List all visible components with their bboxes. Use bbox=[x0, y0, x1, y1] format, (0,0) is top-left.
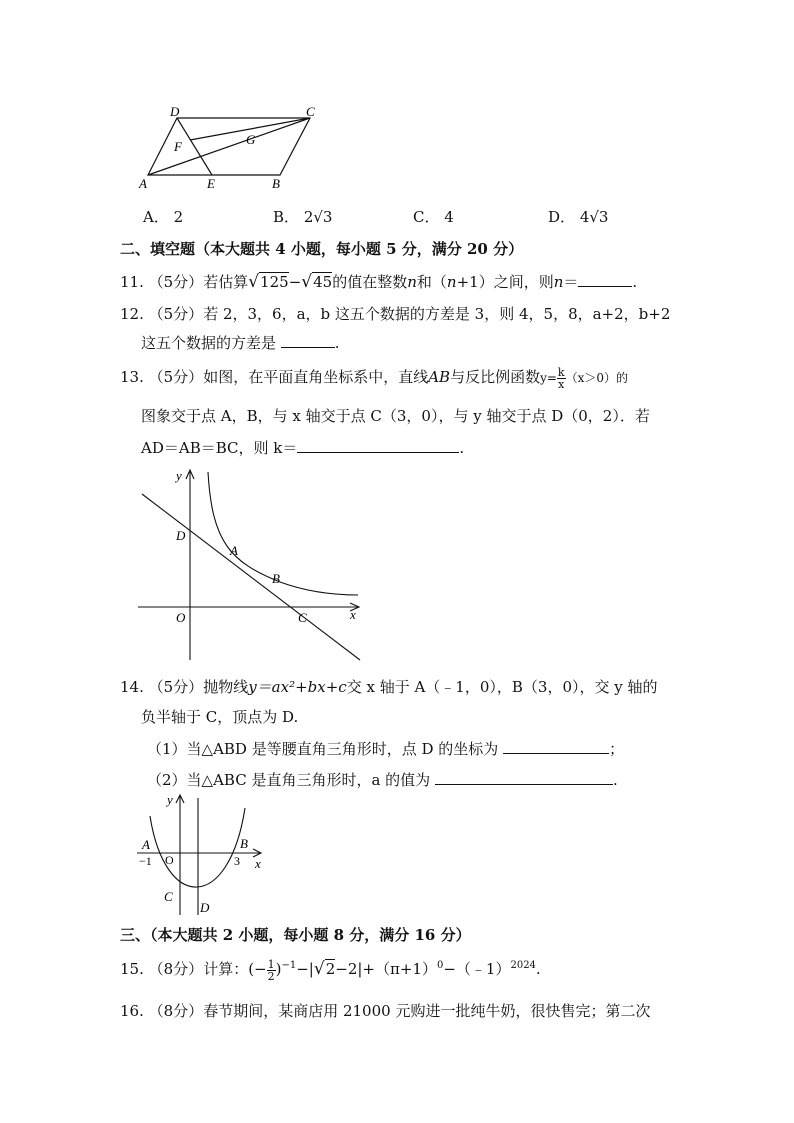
q14-part2-answer-blank[interactable] bbox=[435, 770, 613, 785]
fig14-label-c: C bbox=[164, 889, 173, 904]
label-e: E bbox=[207, 176, 215, 191]
fig13-label-y: y bbox=[176, 468, 182, 483]
fig13-label-x: x bbox=[350, 607, 356, 622]
q12-answer-blank[interactable] bbox=[281, 333, 335, 348]
section3-title: 三、（本大题共 2 小题，每小题 8 分，满分 16 分） bbox=[120, 926, 471, 944]
q10-option-c: C． 4 bbox=[413, 208, 454, 226]
figure-13-graph bbox=[130, 462, 370, 667]
fig14-label-3: 3 bbox=[234, 854, 240, 868]
q11-number: 11. bbox=[120, 273, 144, 291]
question-12-line2: 这五个数据的方差是 . bbox=[141, 334, 340, 352]
label-a: A bbox=[139, 176, 147, 191]
question-14-part2: （2）当△ABC 是直角三角形时，a 的值为 . bbox=[147, 771, 618, 789]
question-12-line1: 12. （5分）若 2，3，6，a，b 这五个数据的方差是 3，则 4，5，8，a+2，b+2 bbox=[120, 305, 671, 323]
question-13-line2: 图象交于点 A，B，与 x 轴交于点 C（3，0），与 y 轴交于点 D（0，2）．若 bbox=[141, 407, 650, 425]
question-14-line2: 负半轴于 C，顶点为 D. bbox=[141, 708, 299, 726]
q14-part1-answer-blank[interactable] bbox=[503, 739, 609, 754]
q10-option-a: A． 2 bbox=[143, 208, 184, 226]
line-ab bbox=[142, 494, 360, 660]
question-13-line1: 13. （5分）如图，在平面直角坐标系中，直线AB与反比例函数y= $\frac{k}{x}$ （x＞0）的 bbox=[120, 365, 628, 391]
label-c: C bbox=[306, 104, 315, 119]
fig14-label-d: D bbox=[200, 900, 210, 915]
question-16: 16. （8分）春节期间，某商店用 21000 元购进一批纯牛奶，很快售完；第二次 bbox=[120, 1002, 651, 1020]
section2-title: 二、填空题（本大题共 4 小题，每小题 5 分，满分 20 分） bbox=[120, 240, 524, 258]
fig14-label-o: O bbox=[165, 853, 174, 867]
fig14-label-y: y bbox=[167, 792, 173, 807]
fig14-label-b: B bbox=[240, 836, 248, 851]
fig14-label-minus1: −1 bbox=[139, 854, 152, 868]
fig14-label-a: A bbox=[142, 837, 150, 852]
question-14-part1: （1）当△ABD 是等腰直角三角形时，点 D 的坐标为 ； bbox=[147, 740, 625, 758]
question-11: 11. （5分）若估算√125−√45的值在整数n和（n+1）之间，则n＝ . bbox=[120, 272, 638, 292]
q13-answer-blank[interactable] bbox=[297, 438, 459, 453]
label-g: G bbox=[246, 132, 256, 147]
question-14-line1: 14. （5分）抛物线y＝ax²+bx+c交 x 轴于 A（﹣1，0），B（3，0），交 y 轴的 bbox=[120, 678, 658, 696]
fig13-label-o: O bbox=[176, 610, 186, 625]
question-15: 15. （8分）计算：(− $\frac{1}{2}$ )$^{-1}-|√2-2|+(\pi+1)^0-(﹣1)^{2024}$. bbox=[120, 957, 541, 983]
question-13-line3: AD＝AB＝BC，则 k＝ . bbox=[141, 439, 465, 457]
hyperbola-curve bbox=[208, 472, 358, 595]
label-f: F bbox=[174, 139, 182, 154]
q10-option-b: B． 2√3 bbox=[273, 208, 333, 226]
q11-answer-blank[interactable] bbox=[578, 272, 632, 287]
fig13-label-a: A bbox=[230, 543, 238, 558]
segment-de bbox=[177, 118, 212, 175]
parallelogram-figure bbox=[130, 100, 330, 195]
fig13-label-c: C bbox=[298, 610, 307, 625]
fig13-label-d: D bbox=[176, 528, 186, 543]
figure-14-graph bbox=[133, 790, 273, 920]
fig14-label-x: x bbox=[255, 856, 261, 871]
label-d: D bbox=[170, 104, 180, 119]
label-b: B bbox=[272, 176, 280, 191]
fig13-label-b: B bbox=[272, 571, 280, 586]
q10-option-d: D． 4√3 bbox=[548, 208, 609, 226]
